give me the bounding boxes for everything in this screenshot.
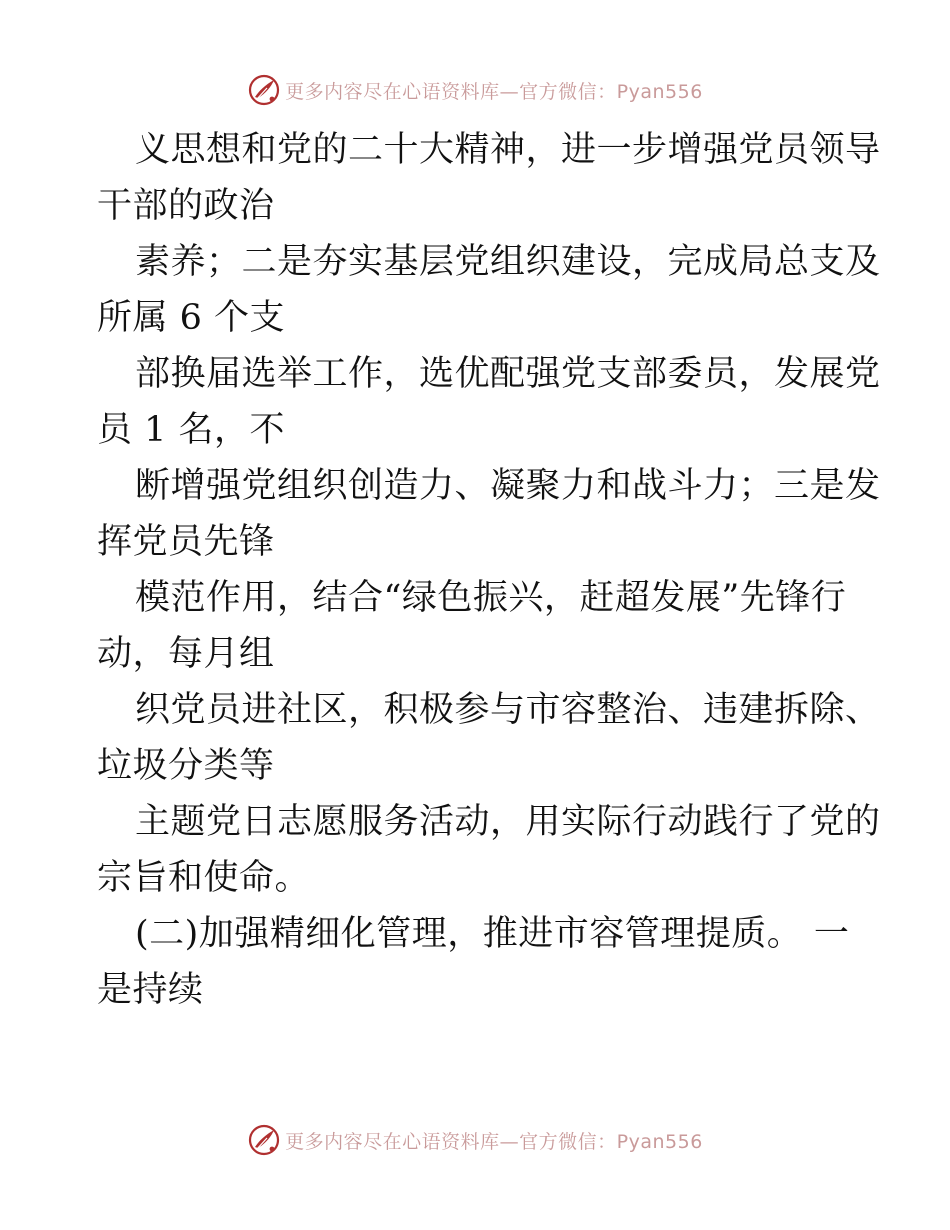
- feather-pen-logo-icon: [247, 1123, 281, 1157]
- paragraph: [97, 794, 881, 906]
- paragraph-line: 宗旨和使命。: [97, 858, 311, 898]
- header-watermark: [0, 70, 950, 110]
- paragraph: [97, 682, 881, 794]
- paragraph-line: 员 1 名，不: [97, 410, 286, 450]
- watermark-text: 更多内容尽在心语资料库—官方微信：Pyan556: [285, 1130, 703, 1153]
- paragraph-line: 是持续: [97, 970, 204, 1010]
- paragraph-line: (二)加强精细化管理，推进市容管理提质。 一: [135, 914, 850, 954]
- paragraph-line: 断增强党组织创造力、凝聚力和战斗力；三是发: [135, 466, 881, 506]
- paragraph: [97, 570, 857, 682]
- paragraph-line: 主题党日志愿服务活动，用实际行动践行了党的: [135, 802, 881, 842]
- footer-watermark: [0, 1120, 950, 1160]
- paragraph-line: 垃圾分类等: [97, 746, 275, 786]
- paragraph: [97, 122, 881, 234]
- paragraph-line: 干部的政治: [97, 186, 275, 226]
- paragraph-line: 挥党员先锋: [97, 522, 275, 562]
- document-body: [97, 122, 881, 1018]
- watermark-text: 更多内容尽在心语资料库—官方微信：Pyan556: [285, 80, 703, 103]
- paragraph-line: 部换届选举工作，选优配强党支部委员，发展党: [135, 354, 881, 394]
- paragraph-line: 所属 6 个支: [97, 298, 286, 338]
- paragraph-line: 义思想和党的二十大精神，进一步增强党员领导: [135, 130, 881, 170]
- paragraph: [97, 458, 881, 570]
- paragraph: [97, 346, 881, 458]
- paragraph: [97, 234, 881, 346]
- paragraph-line: 素养；二是夯实基层党组织建设，完成局总支及: [135, 242, 881, 282]
- paragraph-line: 动，每月组: [97, 634, 275, 674]
- paragraph-line: 织党员进社区，积极参与市容整治、违建拆除、: [135, 690, 881, 730]
- section-heading-paragraph: [97, 906, 857, 1018]
- paragraph-line: 模范作用，结合“绿色振兴，赶超发展”先锋行: [135, 578, 847, 618]
- feather-pen-logo-icon: [247, 73, 281, 107]
